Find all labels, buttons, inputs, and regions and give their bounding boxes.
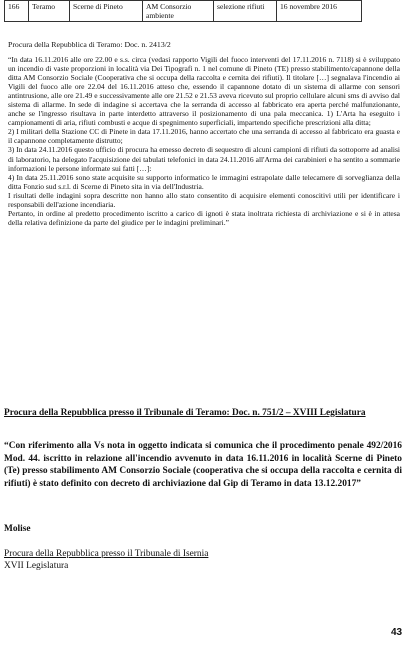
table-cell-company: AM Consorzio ambiente xyxy=(143,1,214,22)
region-heading-molise: Molise xyxy=(4,524,31,534)
quote-paragraph: 4) In data 25.11.2016 sono state acquisite su supporto informatico le immagini estrapolate dalle telecamere di sorveglianza della ditta Fonzio sud s.r.l. di Scerne di Pineto sita in via dell'Industria. xyxy=(8,172,400,191)
table-cell-id: 166 xyxy=(5,1,29,22)
table-cell-location: Scerne di Pineto xyxy=(70,1,143,22)
table-cell-activity: selezione rifiuti xyxy=(214,1,277,22)
page-number: 43 xyxy=(391,627,403,638)
section-heading-teramo: Procura della Repubblica presso il Tribunale di Teramo: Doc. n. 751/2 – XVIII Legislatura xyxy=(4,408,366,418)
legislature-label: XVII Legislatura xyxy=(4,561,69,571)
table-row xyxy=(5,1,362,22)
quote-paragraph: 2) I militari della Stazione CC di Pinete in data 17.11.2016, hanno accertato che una serranda di accesso al fabbricato era guasta e il capannone completamente distrutto; xyxy=(8,127,400,146)
table-cell-province: Teramo xyxy=(29,1,70,22)
quote-paragraph: I risultati delle indagini sopra descritte non hanno allo stato consentito di acquisire elementi conoscitivi utili per identificare i responsabili dell'azione incendiaria. xyxy=(8,190,400,209)
quoted-report xyxy=(8,55,400,227)
summary-table xyxy=(4,0,362,22)
table-cell-date: 16 novembre 2016 xyxy=(277,1,362,22)
quote-paragraph: “In data 16.11.2016 alle ore 22.00 e s.s. circa (vedasi rapporto Vigili del fuoco interventi del 17.11.2016 n. 7118) si è sviluppato un incendio di vaste proporzioni in località via Dei Tipografi n. 1 nel comune di Pineto (TE) presso stabilimento/capannone della ditta AM Consorzio Sociale (Cooperativa che si occupa della raccolta e cernita dei rifiuti). Il titolare […] segnalava l'incendio ai Vigili del fuoco alle ore 22.04 del 16.11.2016 atteso che, essendo il capannone dotato di un sistema di allarme con sensori antintrusione, alle ore 21.49 e successivamente alle ore 21.52 e 21.53 aveva ricevuto sul proprio cellulare alcuni sms di avviso dal sistema di allarme. In sede di indagine si accertava che la serranda di accesso al fabbricato era aperta perché malfunzionante, anche se l'ingresso risultava in parte interdetto attraverso il posizionamento di una pala meccanica. 1) L'Arta ha eseguito i campionamenti di aria, rifiuti combusti e acque di spegnimento superficiali, impartendo specifiche prescrizioni alla ditta; xyxy=(8,55,400,128)
quote-paragraph: 3) In data 24.11.2016 questo ufficio di procura ha emesso decreto di sequestro di alcuni campioni di rifiuti da sottoporre ad analisi di laboratorio, ha delegato l'acquisizione dei tabulati telefonici in data 24.11.2016 all'Arma dei carabinieri e ha sentito a sommarie informazioni le persone informate sui fatti […]: xyxy=(8,145,400,173)
section-heading-isernia: Procura della Repubblica presso il Tribunale di Isernia xyxy=(4,549,209,559)
document-reference: Procura della Repubblica di Teramo: Doc. n. 2413/2 xyxy=(8,40,171,49)
archiviazione-statement: “Con riferimento alla Vs nota in oggetto indicata si comunica che il procedimento penale 492/2016 Mod. 44. iscritto in relazione all'incendio avvenuto in data 16.11.2016 in località Scerne di Pineto (Te) presso stabilimento AM Consorzio Sociale (cooperativa che si occupa della raccolta e cernita di rifiuti) è stato definito con decreto di archiviazione dal Gip di Teramo in data 13.12.2017” xyxy=(4,441,402,489)
quote-paragraph: Pertanto, in ordine al predetto procedimento iscritto a carico di ignoti è stata inoltrata richiesta di archiviazione e si è in attesa della relativa definizione da parte del giudice per le indagini preliminari.” xyxy=(8,208,400,227)
